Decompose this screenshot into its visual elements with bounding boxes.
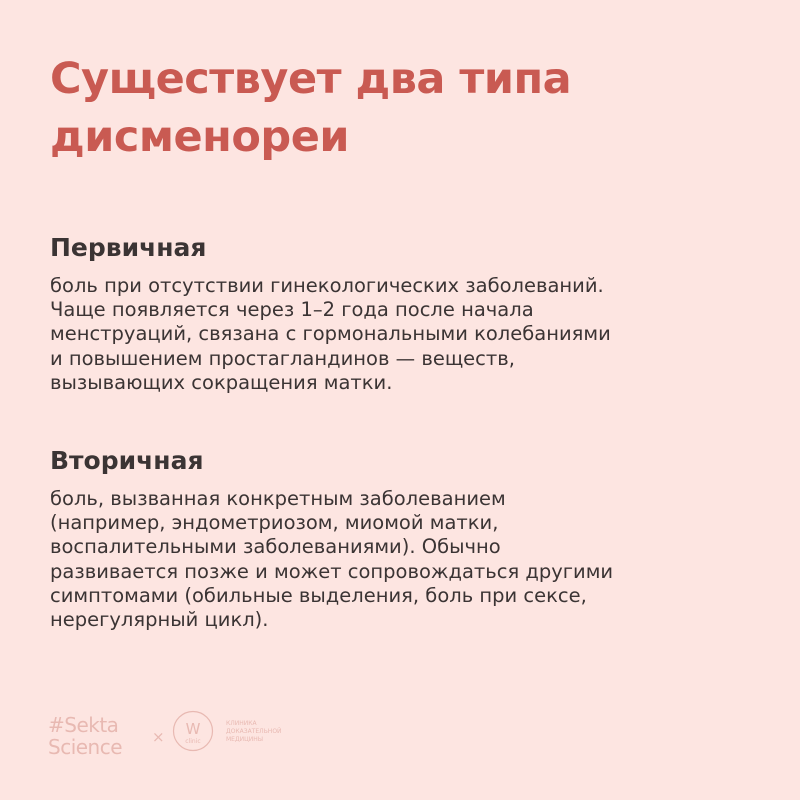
w-clinic-logo-icon	[172, 710, 214, 752]
section-heading-secondary: Вторичная	[50, 446, 204, 475]
page-title	[50, 50, 750, 166]
body-line: вызывающих сокращения матки.	[50, 370, 393, 394]
body-line: симптомами (обильные выделения, боль при сексе,	[50, 583, 587, 607]
clinic-tagline-line-2: ДОКАЗАТЕЛЬНОЙ	[226, 728, 282, 735]
body-line: и повышением простагландинов — веществ,	[50, 346, 515, 370]
body-line: боль при отсутствии гинекологических заболеваний.	[50, 274, 604, 297]
sekta-logo-line-2: Science	[48, 735, 123, 759]
footer-logos	[48, 708, 368, 768]
sekta-logo-line-1: #Sekta	[48, 713, 119, 737]
body-line: развивается позже и может сопровождаться другими	[50, 559, 614, 583]
section-body-primary	[50, 274, 770, 395]
clinic-tagline	[226, 720, 282, 744]
sekta-science-logo	[48, 714, 122, 758]
body-line: воспалительными заболеваниями). Обычно	[50, 535, 501, 559]
title-line-2: дисменореи	[50, 112, 349, 162]
w-clinic-logo-letter: W	[185, 720, 201, 738]
clinic-tagline-line-1: КЛИНИКА	[226, 720, 257, 727]
section-secondary	[50, 443, 770, 632]
body-line: Чаще появляется через 1–2 года после начала	[50, 298, 534, 322]
w-clinic-logo-word: clinic	[185, 738, 201, 745]
title-line-1: Существует два типа	[50, 54, 572, 104]
body-line: боль, вызванная конкретным заболеванием	[50, 487, 506, 510]
section-primary	[50, 230, 770, 395]
body-line: нерегулярный цикл).	[50, 608, 269, 632]
section-heading-primary: Первичная	[50, 233, 207, 262]
body-line: (например, эндометриозом, миомой матки,	[50, 511, 499, 535]
clinic-tagline-line-3: МЕДИЦИНЫ	[226, 736, 264, 743]
logo-separator: ×	[152, 728, 165, 746]
section-body-secondary	[50, 487, 770, 632]
body-line: менструаций, связана с гормональными колебаниями	[50, 322, 611, 346]
